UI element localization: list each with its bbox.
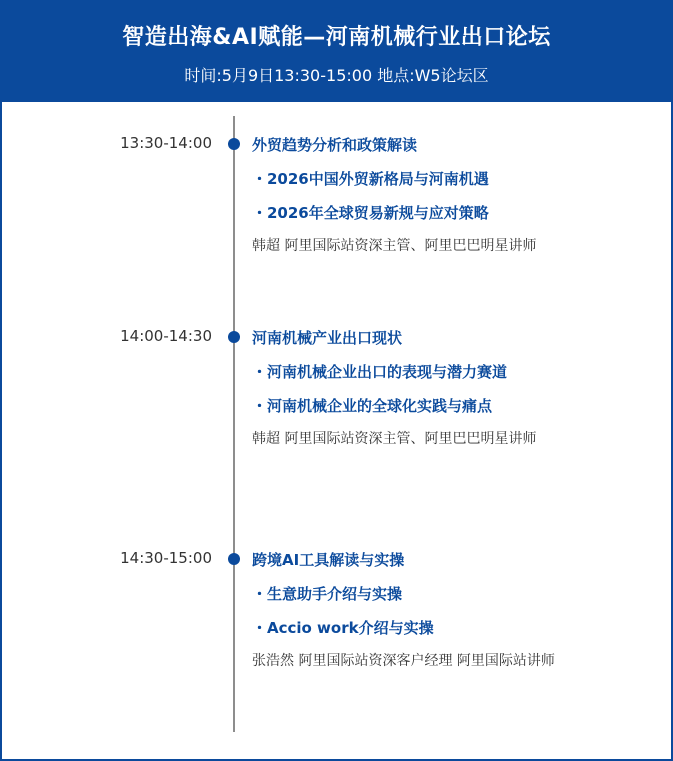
- session-speaker: 张浩然 阿里国际站资深客户经理 阿里国际站讲师: [252, 653, 555, 669]
- session-subtopic: ・Accio work介绍与实操: [252, 619, 434, 637]
- session-time: 14:30-15:00: [120, 549, 212, 567]
- session-subtopic: ・2026年全球贸易新规与应对策略: [252, 204, 489, 222]
- timeline-dot-icon: [228, 553, 240, 565]
- timeline-dot-icon: [228, 331, 240, 343]
- session-time: 13:30-14:00: [120, 134, 212, 152]
- session-topic: 跨境AI工具解读与实操: [252, 551, 405, 569]
- session-topic: 外贸趋势分析和政策解读: [252, 136, 418, 154]
- session-subtopic: ・河南机械企业的全球化实践与痛点: [252, 397, 493, 415]
- header-banner: [2, 2, 671, 102]
- timeline-dot-icon: [228, 138, 240, 150]
- page-subtitle: 时间:5月9日13:30-15:00 地点:W5论坛区: [184, 66, 489, 85]
- session-time: 14:00-14:30: [120, 327, 212, 345]
- session-topic: 河南机械产业出口现状: [252, 329, 403, 347]
- session-subtopic: ・生意助手介绍与实操: [252, 585, 403, 603]
- session-subtopic: ・河南机械企业出口的表现与潜力赛道: [252, 363, 508, 381]
- session-subtopic: ・2026中国外贸新格局与河南机遇: [252, 170, 489, 188]
- timeline-line: [233, 116, 235, 732]
- page-title: 智造出海&AI赋能—河南机械行业出口论坛: [122, 25, 551, 50]
- session-speaker: 韩超 阿里国际站资深主管、阿里巴巴明星讲师: [252, 238, 537, 254]
- session-speaker: 韩超 阿里国际站资深主管、阿里巴巴明星讲师: [252, 431, 537, 447]
